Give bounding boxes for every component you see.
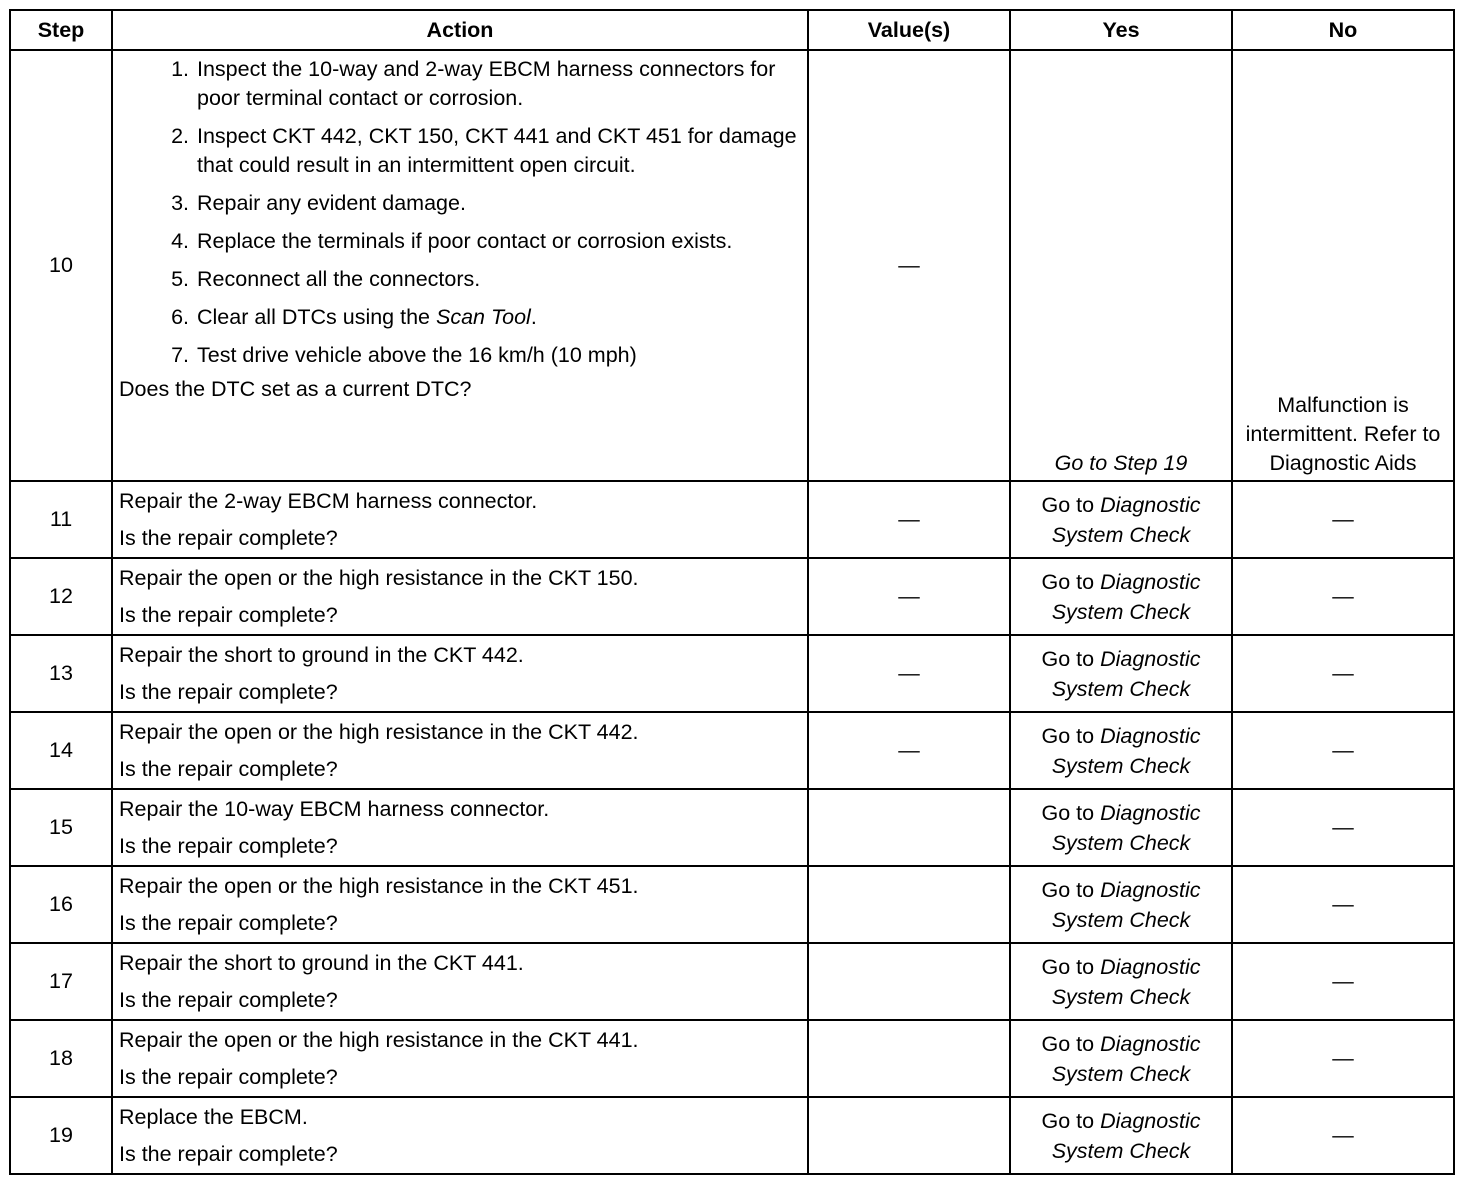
step-number: 16 [10, 866, 112, 943]
question: Is the repair complete? [119, 1141, 338, 1166]
action-text: Repair the 2-way EBCM harness connector. [119, 488, 538, 513]
action-step [119, 303, 801, 332]
value-cell: — [808, 481, 1010, 558]
step-text [197, 227, 797, 256]
header-yes: Yes [1010, 10, 1232, 50]
step-number: 10 [10, 50, 112, 481]
yes-link-line2: System Check [1051, 907, 1191, 932]
question: Is the repair complete? [119, 1064, 338, 1089]
step-text-main: Repair any evident damage. [197, 191, 466, 215]
no-cell: — [1232, 789, 1454, 866]
yes-cell [1010, 481, 1232, 558]
step-text-main: Reconnect all the connectors. [197, 267, 481, 291]
table-row [10, 866, 1454, 943]
value-cell [808, 1097, 1010, 1174]
action-step [119, 189, 801, 218]
question: Is the repair complete? [119, 756, 338, 781]
step-number: 13 [10, 635, 112, 712]
action-text: Repair the open or the high resistance in the CKT 451. [119, 873, 639, 898]
yes-cell [1010, 1097, 1232, 1174]
diagnostic-table [9, 9, 1455, 1175]
yes-link: Diagnostic [1100, 1108, 1201, 1133]
yes-link: Diagnostic [1100, 1031, 1201, 1056]
action-step [119, 227, 801, 256]
question: Does the DTC set as a current DTC? [119, 377, 472, 401]
value-cell: — [808, 635, 1010, 712]
step-num: 1. [171, 57, 189, 81]
step-text-main: Clear all DTCs using the [197, 305, 436, 329]
step-number: 19 [10, 1097, 112, 1174]
yes-link-line2: System Check [1051, 830, 1191, 855]
step-text-italic: Scan Tool [435, 305, 531, 329]
step-number: 14 [10, 712, 112, 789]
header-step: Step [10, 10, 112, 50]
yes-link: Diagnostic [1100, 877, 1201, 902]
action-step [119, 341, 801, 370]
action-cell [112, 1020, 808, 1097]
action-step [119, 265, 801, 294]
yes-link-line2: System Check [1051, 753, 1191, 778]
table-row [10, 1020, 1454, 1097]
table-row [10, 789, 1454, 866]
yes-cell [1010, 558, 1232, 635]
yes-cell [1010, 943, 1232, 1020]
table-row [10, 558, 1454, 635]
step-num: 4. [171, 229, 189, 253]
table-row [10, 635, 1454, 712]
question: Is the repair complete? [119, 679, 338, 704]
step-num: 7. [171, 343, 189, 367]
action-text: Repair the open or the high resistance in the CKT 150. [119, 565, 639, 590]
step-number: 12 [10, 558, 112, 635]
action-cell [112, 943, 808, 1020]
yes-prefix: Go to [1041, 877, 1095, 902]
yes-link: Diagnostic [1100, 723, 1201, 748]
step-number: 11 [10, 481, 112, 558]
no-cell: — [1232, 1020, 1454, 1097]
yes-prefix: Go to [1041, 646, 1095, 671]
action-cell [112, 50, 808, 481]
step-text-main: Inspect the 10-way and 2-way EBCM harness connectors for poor terminal contact or corrosion. [197, 57, 776, 110]
step-text [197, 189, 797, 218]
step-text-after: . [530, 305, 537, 329]
action-step [119, 55, 801, 113]
action-cell [112, 789, 808, 866]
yes-link: Diagnostic [1100, 646, 1201, 671]
action-step [119, 122, 801, 180]
action-cell [112, 866, 808, 943]
step-text-main: Replace the terminals if poor contact or corrosion exists. [197, 229, 733, 253]
no-cell: Malfunction is intermittent. Refer to Diagnostic Aids [1232, 50, 1454, 481]
step-text-main: Inspect CKT 442, CKT 150, CKT 441 and CKT 451 for damage that could result in an intermittent open circuit. [197, 124, 797, 177]
step-text-main: Test drive vehicle above the 16 km/h (10 mph) [197, 343, 637, 367]
yes-link-line2: System Check [1051, 1138, 1191, 1163]
yes-cell [1010, 50, 1232, 481]
action-text: Replace the EBCM. [119, 1104, 308, 1129]
step-number: 17 [10, 943, 112, 1020]
action-text: Repair the short to ground in the CKT 442. [119, 642, 524, 667]
step-text [197, 55, 797, 113]
step-text [197, 303, 797, 332]
value-cell [808, 866, 1010, 943]
value-cell: — [808, 712, 1010, 789]
action-text: Repair the open or the high resistance in the CKT 442. [119, 719, 639, 744]
yes-link: Diagnostic [1100, 492, 1201, 517]
yes-link: Diagnostic [1100, 569, 1201, 594]
header-row [10, 10, 1454, 50]
step-text [197, 265, 797, 294]
yes-link-line2: System Check [1051, 984, 1191, 1009]
step-number: 18 [10, 1020, 112, 1097]
yes-link-line2: System Check [1051, 1061, 1191, 1086]
step-text [197, 122, 797, 180]
yes-link-line2: System Check [1051, 522, 1191, 547]
yes-text: Go to Step 19 [1054, 451, 1188, 475]
step-num: 3. [171, 191, 189, 215]
no-cell: — [1232, 712, 1454, 789]
yes-cell [1010, 635, 1232, 712]
action-cell [112, 1097, 808, 1174]
question: Is the repair complete? [119, 833, 338, 858]
yes-prefix: Go to [1041, 569, 1095, 594]
no-cell: — [1232, 1097, 1454, 1174]
yes-link-line2: System Check [1051, 599, 1191, 624]
no-cell: — [1232, 943, 1454, 1020]
header-values: Value(s) [808, 10, 1010, 50]
step-text [197, 341, 797, 370]
table-row [10, 1097, 1454, 1174]
no-cell: — [1232, 558, 1454, 635]
yes-cell [1010, 712, 1232, 789]
action-text: Repair the short to ground in the CKT 441. [119, 950, 524, 975]
action-cell [112, 712, 808, 789]
question: Is the repair complete? [119, 602, 338, 627]
question: Is the repair complete? [119, 910, 338, 935]
no-cell: — [1232, 866, 1454, 943]
step-num: 2. [171, 124, 189, 148]
yes-link: Diagnostic [1100, 800, 1201, 825]
no-cell: — [1232, 481, 1454, 558]
action-cell [112, 635, 808, 712]
step-num: 6. [171, 305, 189, 329]
action-text: Repair the 10-way EBCM harness connector. [119, 796, 550, 821]
value-cell [808, 943, 1010, 1020]
header-no: No [1232, 10, 1454, 50]
table-row [10, 943, 1454, 1020]
question: Is the repair complete? [119, 525, 338, 550]
action-text: Repair the open or the high resistance in the CKT 441. [119, 1027, 639, 1052]
table-row [10, 50, 1454, 481]
value-cell [808, 1020, 1010, 1097]
yes-cell [1010, 1020, 1232, 1097]
yes-cell [1010, 789, 1232, 866]
step-num: 5. [171, 267, 189, 291]
action-steps-list [119, 55, 801, 370]
value-cell: — [808, 50, 1010, 481]
no-cell: — [1232, 635, 1454, 712]
yes-link-line2: System Check [1051, 676, 1191, 701]
action-cell [112, 558, 808, 635]
yes-cell [1010, 866, 1232, 943]
yes-prefix: Go to [1041, 954, 1095, 979]
yes-prefix: Go to [1041, 492, 1095, 517]
step-number: 15 [10, 789, 112, 866]
question: Is the repair complete? [119, 987, 338, 1012]
yes-link: Diagnostic [1100, 954, 1201, 979]
header-action: Action [112, 10, 808, 50]
yes-prefix: Go to [1041, 800, 1095, 825]
table-row [10, 481, 1454, 558]
yes-prefix: Go to [1041, 1108, 1095, 1133]
yes-prefix: Go to [1041, 1031, 1095, 1056]
value-cell: — [808, 558, 1010, 635]
action-cell [112, 481, 808, 558]
value-cell [808, 789, 1010, 866]
yes-prefix: Go to [1041, 723, 1095, 748]
table-row [10, 712, 1454, 789]
